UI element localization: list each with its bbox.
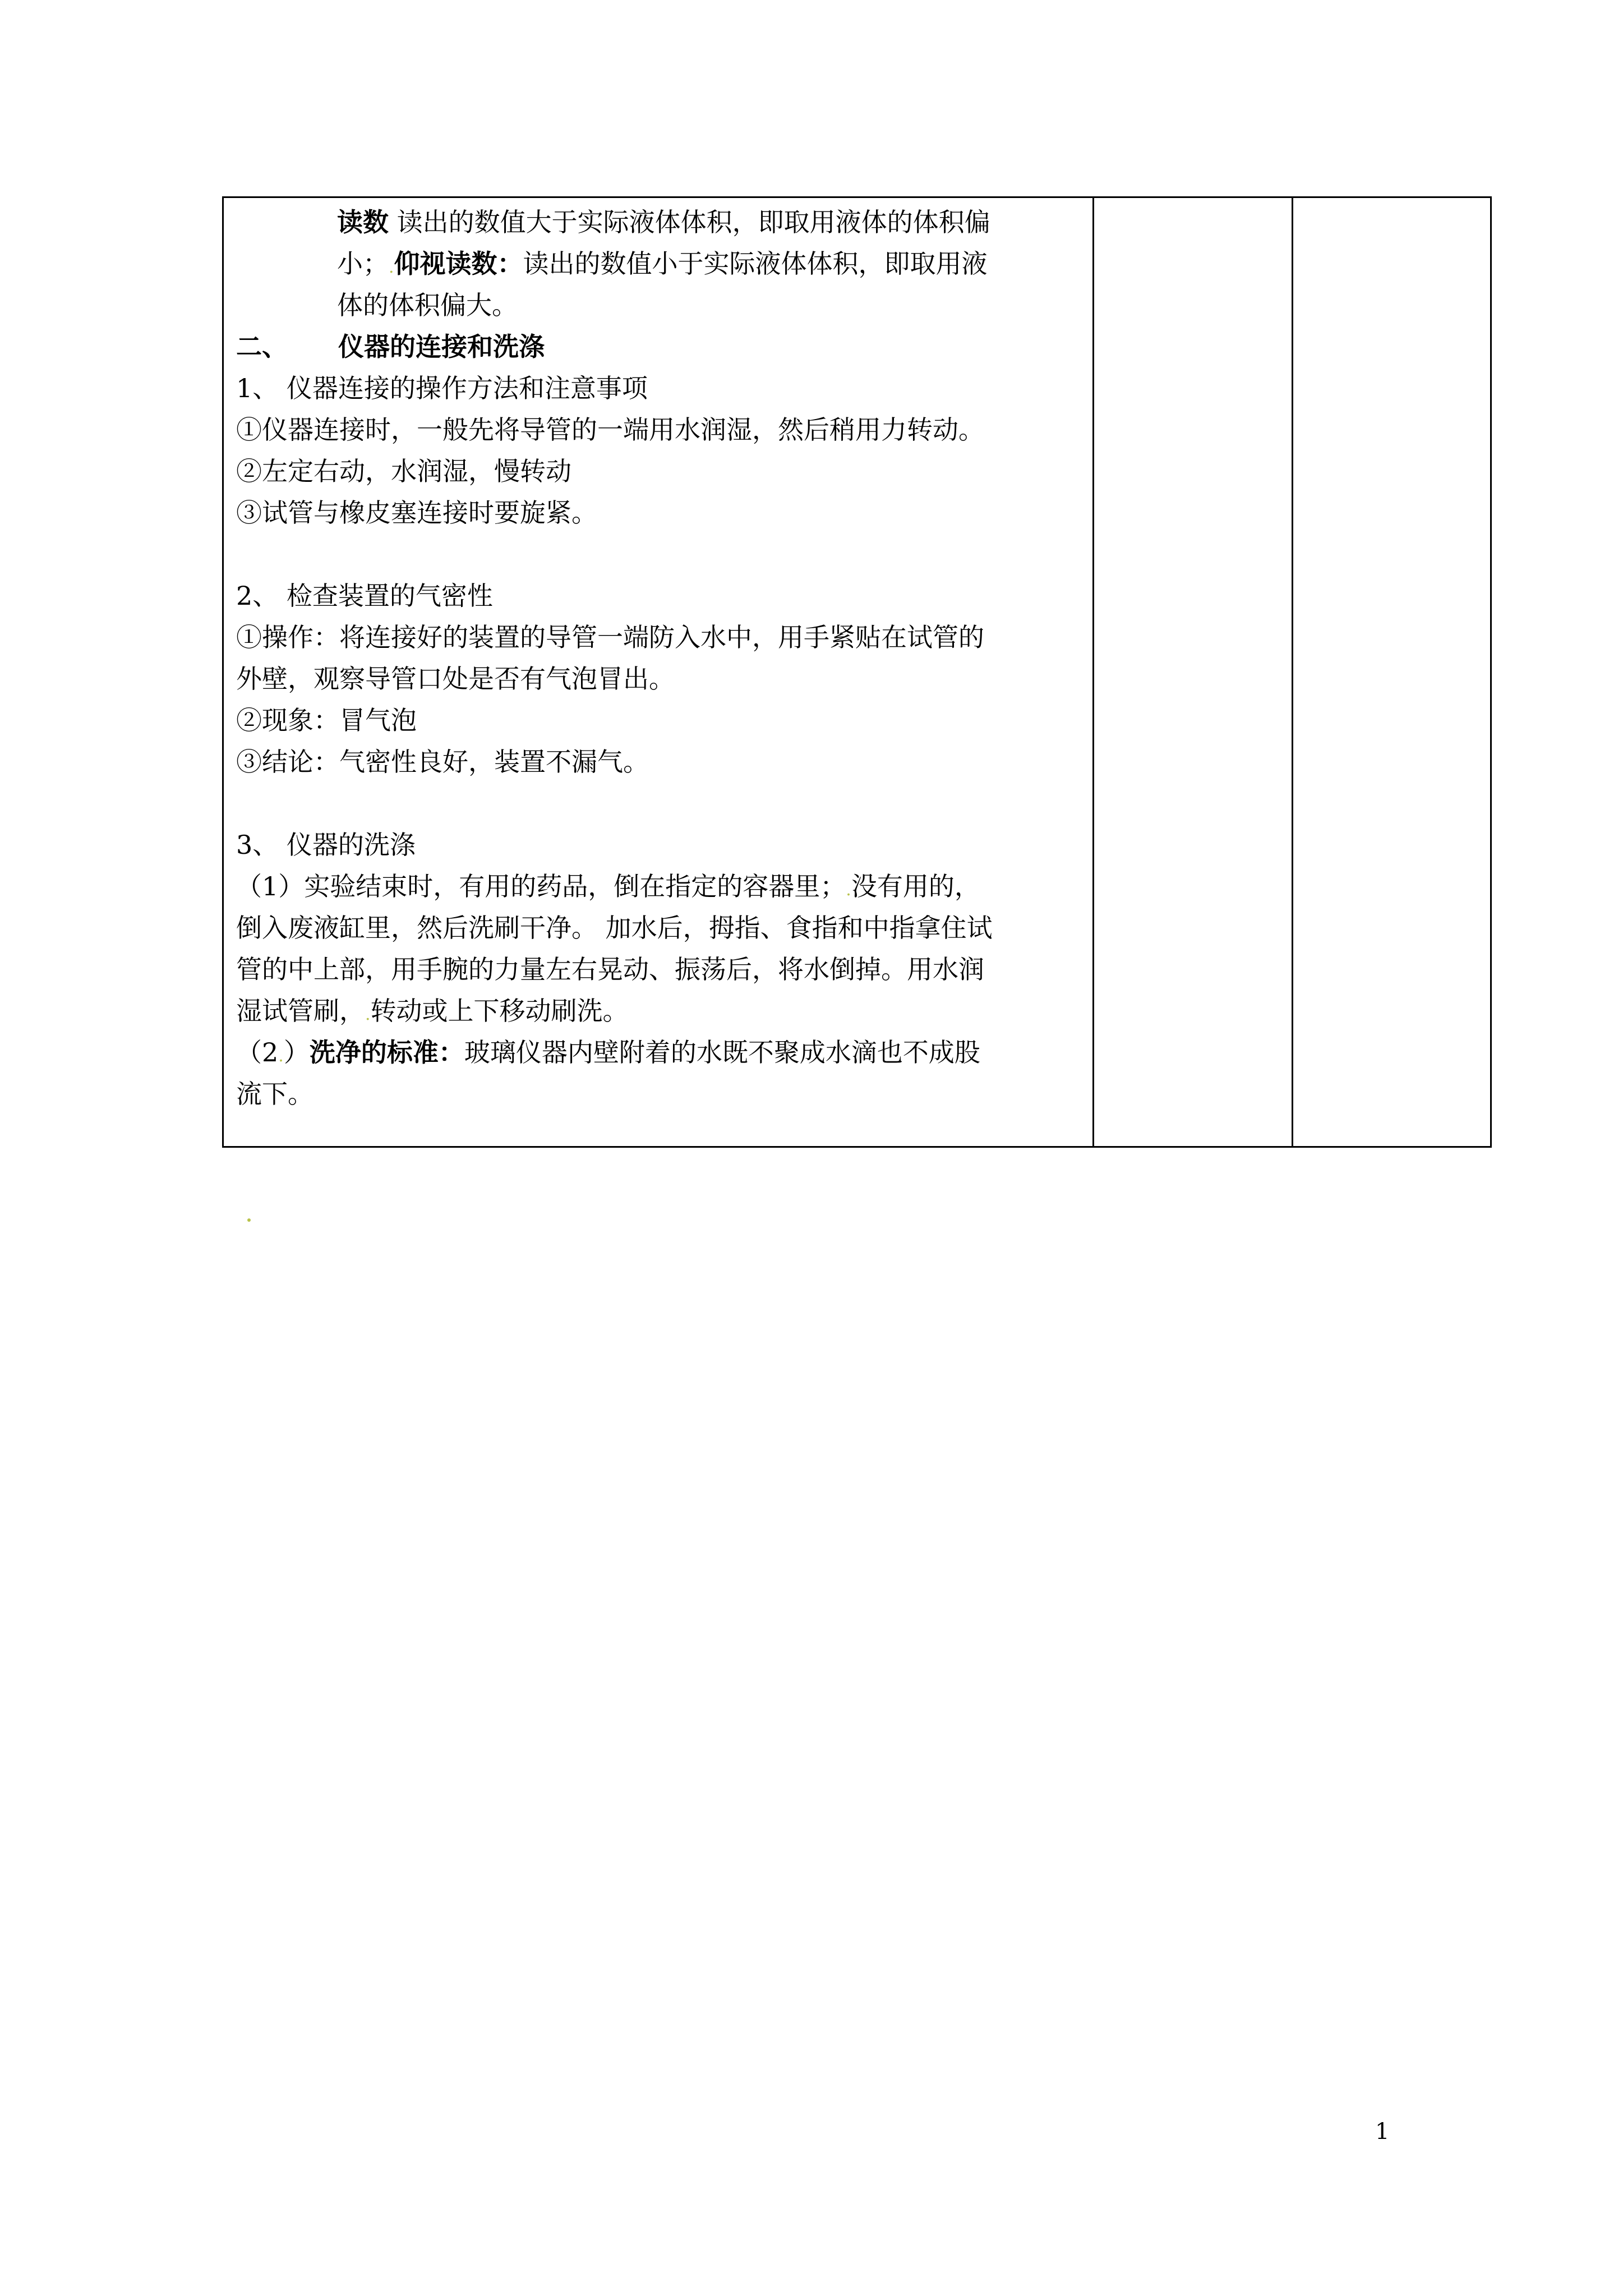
blank-line [236,533,1081,575]
list-item: ②左定右动，水润湿，慢转动 [236,456,571,486]
paragraph-text: 玻璃仪器内壁附着的水既不聚成水滴也不成股 [464,1037,980,1068]
paragraph-line: 管的中上部，用手腕的力量左右晃动、振荡后，将水倒掉。用水润 [236,954,984,984]
reading-text: 读出的数值小于实际液体体积，即取用液 [523,249,988,279]
stray-marker-dot [247,1218,251,1222]
upward-reading-term: 仰视读数： [394,249,523,279]
highlight-marker: . [278,1046,284,1066]
subsection-title: 3、 仪器的洗涤 [236,830,416,860]
clean-standard-term: 洗净的标准： [309,1037,464,1068]
empty-column-cell [1292,197,1491,1147]
reading-line-2 [236,243,1081,284]
paragraph-text: 转动或上下移动刷洗。 [370,996,629,1026]
reading-line-1 [236,201,1081,243]
list-item: ②现象：冒气泡 [236,705,417,735]
list-item: ①操作：将连接好的装置的导管一端防入水中，用手紧贴在试管的 [236,622,984,652]
subsection-title: 1、 仪器连接的操作方法和注意事项 [236,373,648,403]
paragraph-line [236,990,1081,1032]
reading-line-3: 体的体积偏大。 [337,290,518,320]
paragraph-text: 湿试管刷， [236,996,365,1026]
paragraph-line: 流下。 [236,1079,313,1109]
reading-term: 读数 [337,207,389,237]
reading-text: 读出的数值大于实际液体体积，即取用液体的体积偏 [389,207,990,237]
paragraph-text: ） [283,1037,310,1068]
highlight-marker: . [389,257,394,277]
highlight-marker: . [365,1005,371,1024]
paragraph-text: （2 [236,1037,279,1068]
paragraph-line: 倒入废液缸里，然后洗刷干净。 加水后，拇指、食指和中指拿住试 [236,913,993,943]
list-item: ③试管与橡皮塞连接时要旋紧。 [236,498,597,528]
paragraph-text: 没有用的， [851,871,980,901]
paragraph-line [236,1032,1081,1073]
page-number: 1 [1375,2119,1390,2145]
section-number: 二、 [236,332,288,362]
blank-line [236,783,1081,824]
list-item: ①仪器连接时，一般先将导管的一端用水润湿，然后稍用力转动。 [236,415,984,445]
subsection-title: 2、 检查装置的气密性 [236,581,493,611]
section-title: 仪器的连接和洗涤 [338,332,545,362]
lesson-plan-table [222,196,1492,1148]
highlight-marker: . [846,880,851,900]
empty-column-cell [1094,197,1292,1147]
paragraph-line [236,866,1081,907]
table-row [223,197,1491,1147]
reading-text: 小； [337,249,389,279]
content-cell [223,197,1094,1147]
list-item: ③结论：气密性良好，装置不漏气。 [236,747,649,777]
paragraph-text: （1）实验结束时，有用的药品，倒在指定的容器里； [236,871,846,901]
list-item-continuation: 外壁，观察导管口处是否有气泡冒出。 [236,664,675,694]
section-heading [236,326,1081,367]
